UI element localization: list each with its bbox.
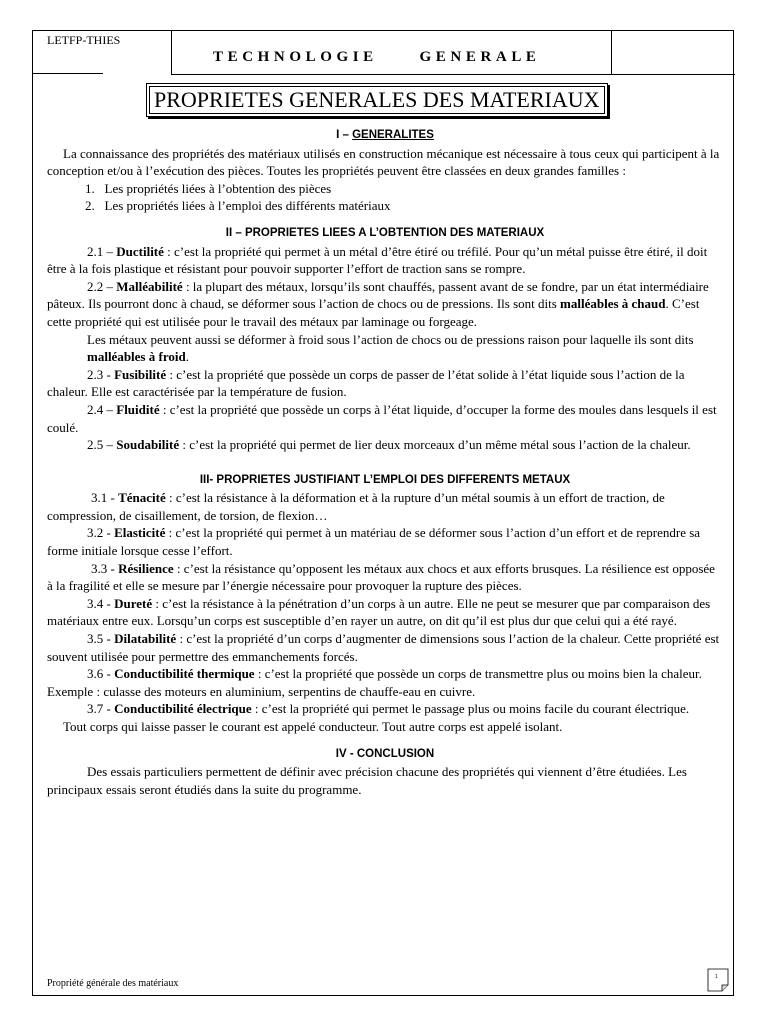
header bbox=[33, 31, 733, 75]
section-heading: I – GENERALITES bbox=[336, 129, 434, 141]
page-mark: 1 bbox=[715, 974, 718, 980]
paragraph: Les métaux peuvent aussi se déformer à froid sous l’action de chocs ou de pressions raison pour laquelle ils sont dits malléables à froid. bbox=[87, 331, 694, 365]
document-title-text: PROPRIETES GENERALES DES MATERIAUX bbox=[149, 86, 605, 114]
document-title bbox=[146, 83, 608, 117]
paragraph: La connaissance des propriétés des matériaux utilisés en construction mécanique est nécessaire à tous ceux qui participent à la conception et/ou à l’exécution des pièces. Toutes les propriétés peuvent être classées en deux grandes familles : bbox=[47, 145, 720, 179]
school-underline bbox=[33, 73, 103, 74]
course-title: TECHNOLOGIE GENERALE bbox=[213, 49, 541, 65]
header-divider bbox=[171, 31, 172, 75]
section-heading: IV - CONCLUSION bbox=[335, 747, 435, 760]
paragraph: 3.7 - Conductibilité électrique : c’est la propriété qui permet le passage plus ou moins facile du courant électrique. bbox=[87, 701, 690, 717]
page-curl-icon bbox=[707, 968, 729, 992]
paragraph: Tout corps qui laisse passer le courant est appelé conducteur. Tout autre corps est appelé isolant. bbox=[63, 719, 563, 734]
paragraph: 3.5 - Dilatabilité : c’est la propriété d’un corps d’augmenter de dimensions sous l’action de la chaleur. Cette propriété est souvent utilisée pour permettre des emmanchements forcés. bbox=[47, 631, 720, 664]
paragraph: 2.4 – Fluidité : c’est la propriété que possède un corps à l’état liquide, d’occuper la forme des moules dans lesquels il est coulé. bbox=[47, 401, 717, 435]
header-divider bbox=[611, 31, 612, 75]
paragraph: 3.1 - Ténacité : c’est la résistance à la déformation et à la rupture d’un métal soumis à un effort de traction, de compression, de cisaillement, de torsion, de flexion… bbox=[47, 490, 665, 523]
paragraph: Des essais particuliers permettent de définir avec précision chacune des propriétés qui viennent d’être étudiées. Les principaux essais seront étudiés dans la suite du programme. bbox=[47, 764, 687, 797]
paragraph: 2.5 – Soudabilité : c’est la propriété qui permet de lier deux morceaux d’un même métal sous l’action de la chaleur. bbox=[87, 437, 691, 453]
footer-text: Propriété générale des matériaux bbox=[47, 978, 179, 989]
section-heading: III- PROPRIETES JUSTIFIANT L’EMPLOI DES DIFFERENTS METAUX bbox=[199, 473, 571, 486]
paragraph: 3.2 - Elasticité : c’est la propriété qui permet à un matériau de se déformer sous l’action d’un effort et de reprendre sa forme initiale lorsque cesse l’effort. bbox=[47, 525, 701, 559]
paragraph: 3.4 - Dureté : c’est la résistance à la pénétration d’un corps à un autre. Elle ne peut se mesurer que par comparaison des matériaux entre eux. Lorsqu’un corps est susceptible d’en rayer un autre, on dit qu’il est plus dur que celui qui a été rayé. bbox=[47, 595, 711, 629]
paragraph: 2.1 – Ductilité : c’est la propriété qui permet à un métal d’être étiré ou tréfilé. Pour qu’un métal puisse être étiré, il doit être à la fois plastique et résistant pour pouvoir supporter l’effort de traction sans se rompre. bbox=[47, 243, 708, 277]
document-body bbox=[47, 127, 723, 798]
school-name: LETFP-THIES bbox=[47, 33, 121, 47]
paragraph: 2.2 – Malléabilité : la plupart des métaux, lorsqu’ils sont chauffés, passent avant de se fondre, par un état intermédiaire pâteux. Ils pourront donc à chaud, se déformer sous l’action de chocs ou de pressions. Ils sont dits malléables à chaud. C’est cette propriété qui est utilisée pour le travail des métaux par laminage ou forgeage. bbox=[47, 278, 709, 329]
list-item: 2. Les propriétés liées à l’emploi des différents matériaux bbox=[85, 198, 391, 214]
list-item: 1. Les propriétés liées à l’obtention des pièces bbox=[85, 180, 332, 196]
paragraph: 2.3 - Fusibilité : c’est la propriété que possède un corps de passer de l’état solide à l’état liquide sous l’action de la chaleur. Elle est caractérisée par la température de fusion. bbox=[47, 366, 685, 400]
section-heading: II – PROPRIETES LIEES A L’OBTENTION DES MATERIAUX bbox=[225, 226, 545, 239]
paragraph: 3.3 - Résilience : c’est la résistance qu’opposent les métaux aux chocs et aux efforts brusques. La résilience est opposée à la fragilité et elle se mesure par l’énergie nécessaire pour provoquer la rupture des pièces. bbox=[47, 560, 715, 594]
header-bottom-line bbox=[171, 74, 735, 75]
page-frame bbox=[32, 30, 734, 996]
paragraph: 3.6 - Conductibilité thermique : c’est la propriété que possède un corps de transmettre plus ou moins bien la chaleur. Exemple : culasse des moteurs en aluminium, serpentins de chauffe-eau en cuivre. bbox=[47, 666, 702, 699]
